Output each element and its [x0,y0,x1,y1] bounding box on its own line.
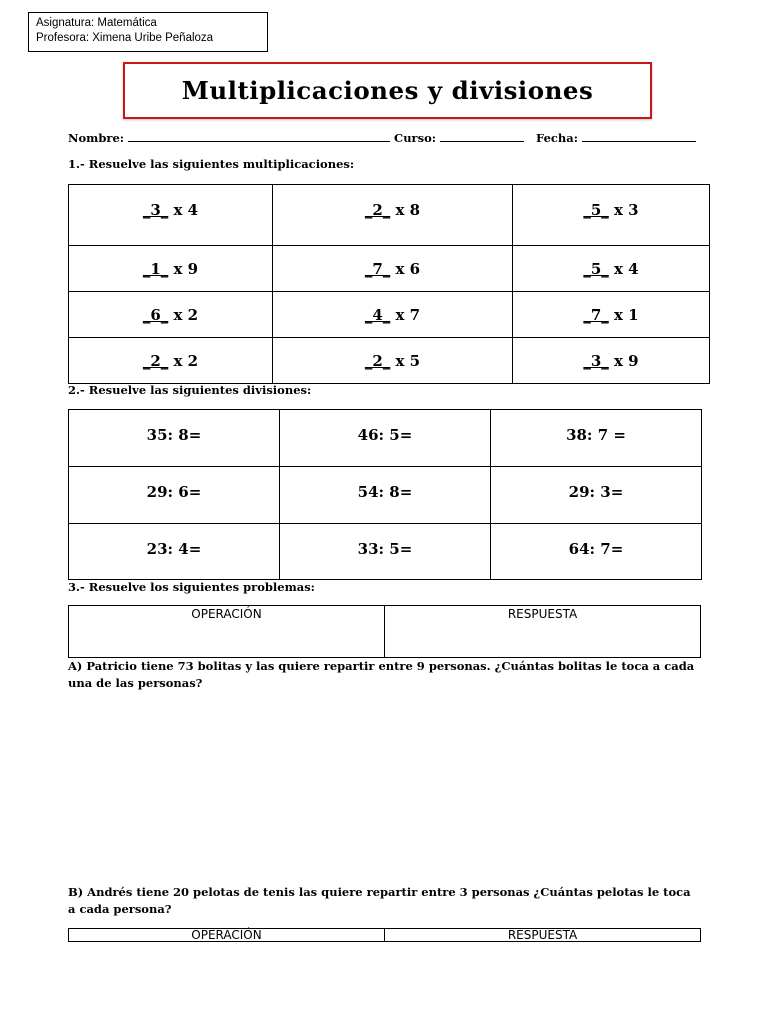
mult-operand: x 7 [390,306,421,324]
mult-factor: _2_ [142,352,169,370]
mult-operand: x 9 [168,260,199,278]
mult-cell[interactable] [69,246,273,292]
division-expr: 29: 6= [146,483,202,501]
operation-cell[interactable] [69,929,385,942]
mult-cell[interactable] [513,246,710,292]
div-cell[interactable] [280,524,491,580]
mult-cell[interactable] [273,292,513,338]
student-fields [68,131,708,145]
division-expr: 64: 7= [568,540,624,558]
problem-a-operation-table [68,605,701,658]
mult-factor: _1_ [142,260,169,278]
title-box [123,62,652,119]
page-title: Multiplicaciones y divisiones [181,76,594,105]
mult-operand: x 2 [168,306,199,324]
mult-cell[interactable] [69,338,273,384]
mult-factor: _6_ [142,306,169,324]
mult-factor: _7_ [364,260,391,278]
mult-factor: _5_ [583,201,609,219]
multiplication-table [68,184,710,384]
date-label: Fecha: [536,131,578,145]
mult-cell[interactable] [513,338,710,384]
mult-cell[interactable] [273,185,513,246]
mult-cell[interactable] [513,292,710,338]
mult-factor: _3_ [142,201,169,219]
division-table [68,409,702,580]
div-cell[interactable] [69,524,280,580]
mult-operand: x 2 [168,352,199,370]
name-field[interactable] [128,132,390,142]
div-cell[interactable] [69,410,280,467]
header-info-box [28,12,268,52]
div-cell[interactable] [491,410,702,467]
div-cell[interactable] [69,467,280,524]
div-cell[interactable] [280,410,491,467]
div-cell[interactable] [491,467,702,524]
course-field[interactable] [440,132,524,142]
mult-cell[interactable] [273,246,513,292]
division-expr: 54: 8= [357,483,413,501]
operation-label: OPERACIÓN [191,607,262,621]
mult-cell[interactable] [273,338,513,384]
mult-operand: x 9 [608,352,639,370]
mult-factor: _2_ [364,201,391,219]
division-expr: 33: 5= [357,540,413,558]
mult-cell[interactable] [69,292,273,338]
problem-b-text: B) Andrés tiene 20 pelotas de tenis las quiere repartir entre 3 personas ¿Cuántas pelotas le toca a cada persona? [68,885,691,916]
operation-cell[interactable] [69,606,385,658]
problem-a-text: A) Patricio tiene 73 bolitas y las quiere repartir entre 9 personas. ¿Cuántas bolitas le toca a cada una de las personas? [68,659,695,690]
mult-operand: x 5 [390,352,421,370]
division-expr: 46: 5= [357,426,413,444]
operation-label: OPERACIÓN [191,928,262,942]
answer-cell[interactable] [385,929,701,942]
mult-operand: x 1 [608,306,639,324]
problem-b-operation-table [68,928,701,942]
answer-cell[interactable] [385,606,701,658]
subject-label: Asignatura: Matemática [36,17,157,29]
mult-cell[interactable] [69,185,273,246]
mult-operand: x 4 [608,260,639,278]
date-field[interactable] [582,132,696,142]
mult-cell[interactable] [513,185,710,246]
teacher-label: Profesora: Ximena Uribe Peñaloza [36,32,214,44]
section1-heading: 1.- Resuelve las siguientes multiplicaciones: [68,157,355,171]
name-label: Nombre: [68,131,125,145]
section3-heading: 3.- Resuelve los siguientes problemas: [68,580,315,594]
division-expr: 35: 8= [146,426,202,444]
division-expr: 29: 3= [568,483,624,501]
mult-operand: x 6 [390,260,421,278]
course-label: Curso: [394,131,437,145]
mult-factor: _7_ [583,306,609,324]
mult-factor: _3_ [583,352,609,370]
mult-operand: x 8 [390,201,421,219]
answer-label: RESPUESTA [507,928,578,942]
section2-heading: 2.- Resuelve las siguientes divisiones: [68,383,312,397]
mult-operand: x 3 [608,201,639,219]
mult-factor: _4_ [364,306,391,324]
answer-label: RESPUESTA [507,607,578,621]
mult-factor: _5_ [583,260,609,278]
mult-factor: _2_ [364,352,391,370]
division-expr: 23: 4= [146,540,202,558]
division-expr: 38: 7 = [566,426,626,444]
mult-operand: x 4 [168,201,199,219]
div-cell[interactable] [491,524,702,580]
div-cell[interactable] [280,467,491,524]
